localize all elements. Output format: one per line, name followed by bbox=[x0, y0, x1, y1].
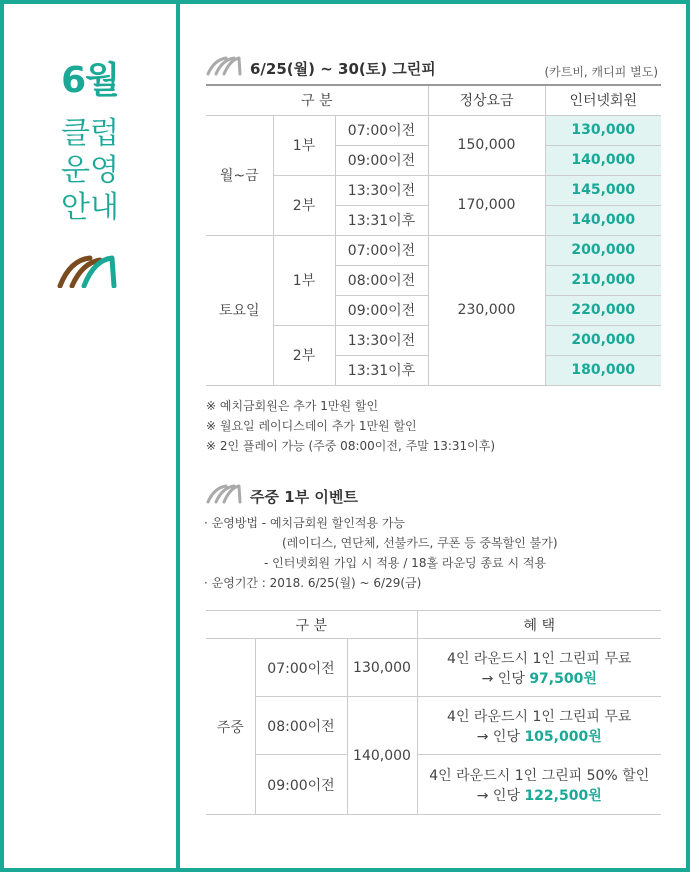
internet-price: 145,000 bbox=[545, 175, 661, 205]
section2-title: 주중 1부 이벤트 bbox=[250, 487, 358, 506]
benefit-text: 4인 라운드시 1인 그린피 무료 bbox=[447, 708, 632, 725]
table-row bbox=[206, 755, 661, 815]
part-label: 1부 bbox=[273, 235, 335, 325]
time-cell: 13:31이후 bbox=[335, 355, 428, 385]
time-cell: 13:30이전 bbox=[335, 175, 428, 205]
swoosh-small-icon bbox=[206, 56, 242, 80]
table-row bbox=[206, 639, 661, 697]
header-category: 구 분 bbox=[206, 85, 428, 115]
event-line: (레이디스, 연단체, 선불카드, 쿠폰 등 중복할인 불가) bbox=[282, 536, 558, 550]
header-category: 구 분 bbox=[206, 611, 417, 639]
event-table bbox=[206, 610, 661, 815]
fee-notes bbox=[206, 396, 495, 456]
benefit-cell bbox=[417, 639, 661, 697]
price-cell: 140,000 bbox=[347, 697, 417, 815]
time-cell: 07:00이전 bbox=[255, 639, 347, 697]
per-person-price: 97,500원 bbox=[529, 670, 597, 687]
table-header-row bbox=[206, 85, 661, 115]
sidebar-line-1: 클럽 bbox=[61, 116, 119, 151]
time-cell: 09:00이전 bbox=[335, 145, 428, 175]
event-line: - 인터넷회원 가입 시 적용 / 18홀 라운딩 종료 시 적용 bbox=[264, 556, 547, 570]
main-content bbox=[180, 0, 686, 868]
table-row bbox=[206, 115, 661, 145]
swoosh-logo-icon bbox=[56, 254, 120, 292]
note-line: ※ 예치금회원은 추가 1만원 할인 bbox=[206, 399, 379, 413]
per-person-label: → 인당 bbox=[481, 670, 530, 687]
sidebar-line-3: 안내 bbox=[61, 190, 119, 225]
internet-price: 200,000 bbox=[545, 325, 661, 355]
internet-price: 180,000 bbox=[545, 355, 661, 385]
header-benefit: 혜 택 bbox=[417, 611, 661, 639]
per-person-price: 122,500원 bbox=[524, 787, 602, 804]
event-description bbox=[204, 513, 558, 593]
benefit-cell bbox=[417, 697, 661, 755]
weekday-label: 월~금 bbox=[206, 115, 273, 235]
regular-price: 230,000 bbox=[428, 235, 545, 385]
table-row bbox=[206, 697, 661, 755]
time-cell: 07:00이전 bbox=[335, 115, 428, 145]
time-cell: 07:00이전 bbox=[335, 235, 428, 265]
time-cell: 13:30이전 bbox=[335, 325, 428, 355]
internet-price: 140,000 bbox=[545, 145, 661, 175]
greenfee-table bbox=[206, 84, 661, 386]
part-label: 2부 bbox=[273, 175, 335, 235]
table-row bbox=[206, 175, 661, 205]
internet-price: 220,000 bbox=[545, 295, 661, 325]
internet-price: 200,000 bbox=[545, 235, 661, 265]
event-line: · 운영기간 : 2018. 6/25(월) ~ 6/29(금) bbox=[204, 576, 422, 590]
time-cell: 08:00이전 bbox=[255, 697, 347, 755]
fee-note: (카트비, 캐디피 별도) bbox=[544, 65, 658, 79]
section1-title: 6/25(월) ~ 30(토) 그린피 bbox=[250, 59, 436, 78]
per-person-label: → 인당 bbox=[476, 728, 525, 745]
section2-header bbox=[206, 484, 358, 508]
benefit-text: 4인 라운드시 1인 그린피 무료 bbox=[447, 650, 632, 667]
time-cell: 13:31이후 bbox=[335, 205, 428, 235]
section1-header bbox=[206, 56, 436, 80]
internet-price: 140,000 bbox=[545, 205, 661, 235]
per-person-label: → 인당 bbox=[476, 787, 525, 804]
note-line: ※ 2인 플레이 가능 (주중 08:00이전, 주말 13:31이후) bbox=[206, 439, 496, 453]
weekday-label: 주중 bbox=[206, 639, 255, 815]
internet-price: 130,000 bbox=[545, 115, 661, 145]
time-cell: 09:00이전 bbox=[255, 755, 347, 815]
month-title: 6월 bbox=[61, 60, 119, 101]
table-row bbox=[206, 235, 661, 265]
part-label: 2부 bbox=[273, 325, 335, 385]
swoosh-small-icon bbox=[206, 484, 242, 508]
table-header-row bbox=[206, 611, 661, 639]
header-internet: 인터넷회원 bbox=[545, 85, 661, 115]
note-line: ※ 월요일 레이디스데이 추가 1만원 할인 bbox=[206, 419, 417, 433]
time-cell: 08:00이전 bbox=[335, 265, 428, 295]
event-line: · 운영방법 - 예치금회원 할인적용 가능 bbox=[204, 516, 406, 530]
per-person-price: 105,000원 bbox=[524, 728, 602, 745]
sidebar-line-2: 운영 bbox=[61, 153, 119, 188]
internet-price: 210,000 bbox=[545, 265, 661, 295]
benefit-cell bbox=[417, 755, 661, 815]
benefit-text: 4인 라운드시 1인 그린피 50% 할인 bbox=[429, 767, 650, 784]
price-cell: 130,000 bbox=[347, 639, 417, 697]
saturday-label: 토요일 bbox=[206, 235, 273, 385]
regular-price: 170,000 bbox=[428, 175, 545, 235]
time-cell: 09:00이전 bbox=[335, 295, 428, 325]
part-label: 1부 bbox=[273, 115, 335, 175]
header-regular: 정상요금 bbox=[428, 85, 545, 115]
regular-price: 150,000 bbox=[428, 115, 545, 175]
